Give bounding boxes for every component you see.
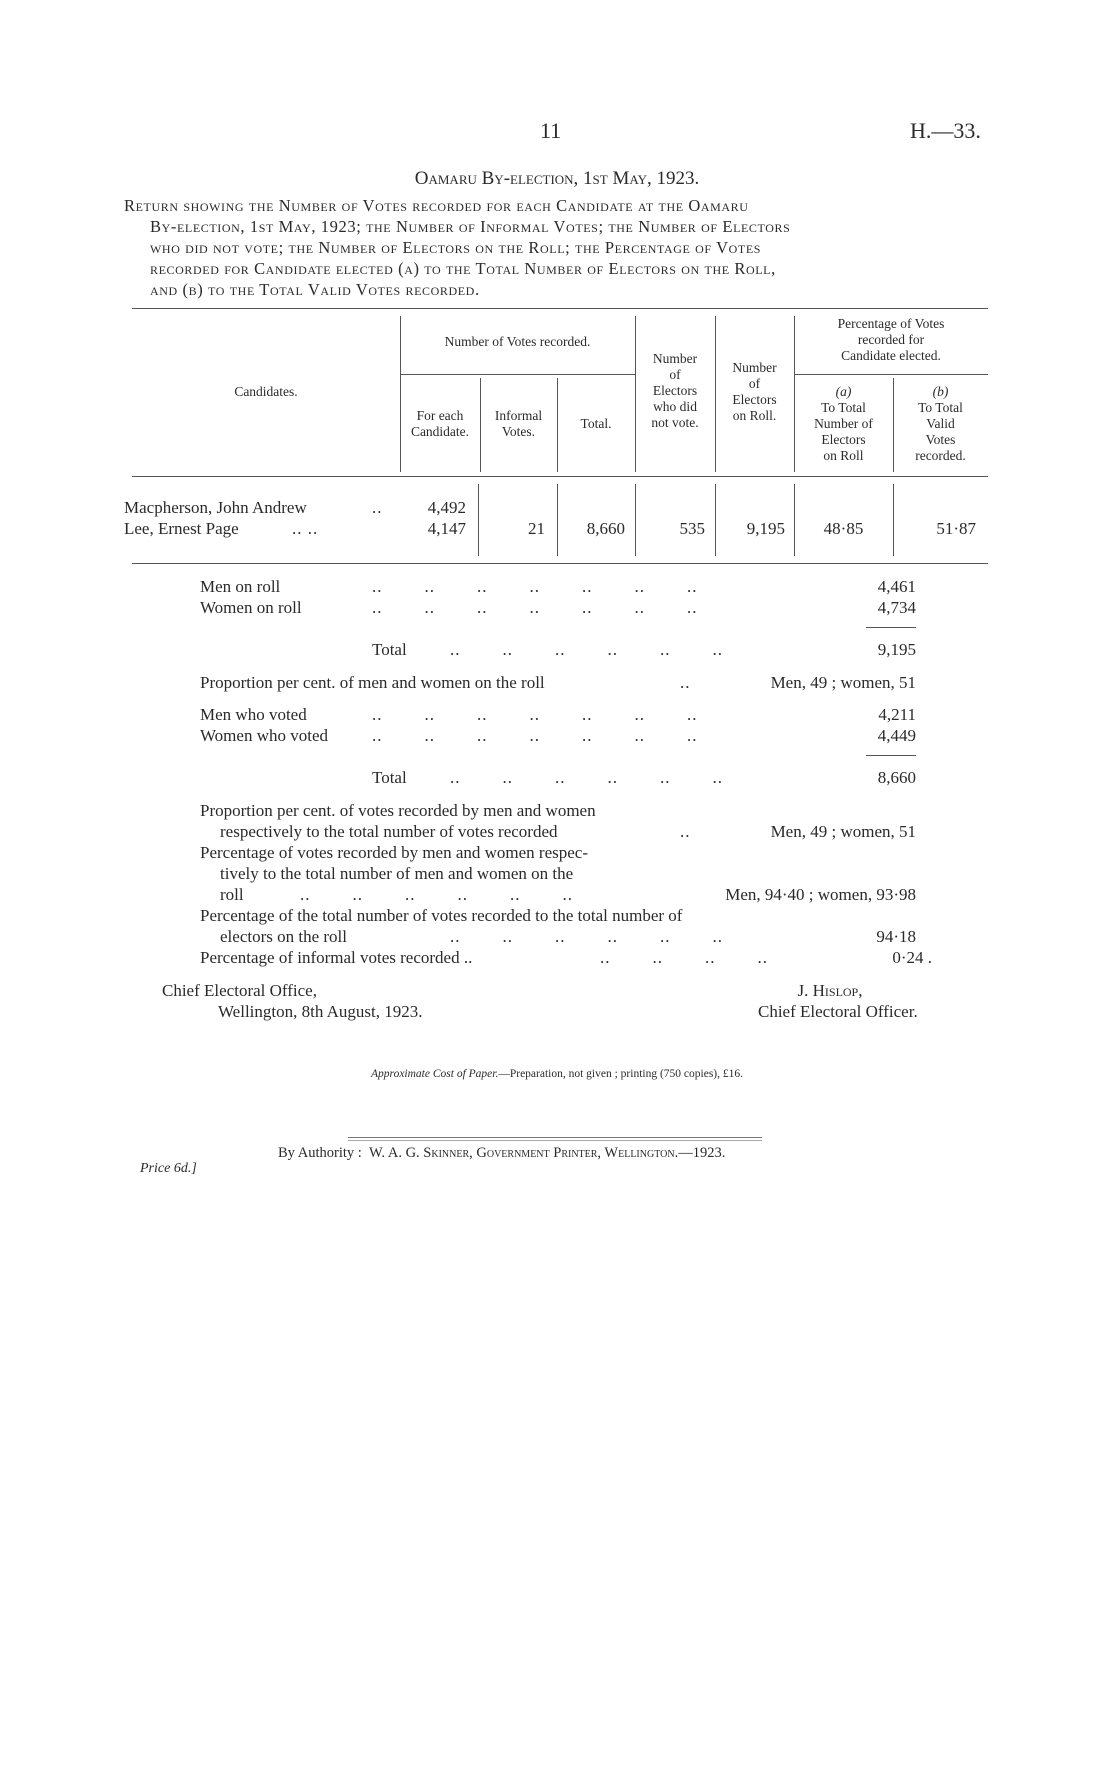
sum-rule [866, 755, 916, 756]
office-line-2: Wellington, 8th August, 1923. [218, 1002, 423, 1021]
header-pct-b-line: Votes [925, 432, 956, 447]
candidate-votes: 4,492 [427, 498, 466, 517]
women-voted-value: 4,449 [877, 726, 916, 745]
pct-informal-value: 0·24 . [892, 948, 932, 967]
leader-dots: .. .. .. .. .. .. [450, 927, 723, 946]
header-informal-line: Votes. [501, 424, 536, 439]
header-on-roll-line: Electors [732, 392, 777, 407]
header-pct-group-line: Candidate elected. [841, 348, 941, 363]
header-not-vote-line: of [669, 367, 681, 382]
informal-votes: 21 [528, 519, 545, 538]
header-pct-group [794, 316, 988, 364]
pct-informal-label: Percentage of informal votes recorded .. [200, 948, 473, 967]
pct-total-electors: 48·85 [823, 519, 864, 538]
header-pct-a [794, 384, 893, 464]
pct-votes-line3: roll [220, 885, 244, 904]
leader-dots: .. .. .. .. .. .. .. [372, 705, 698, 724]
leader-dots: .. .. .. .. .. .. [450, 768, 723, 787]
header-on-roll-line: on Roll. [732, 408, 777, 423]
signatory-title: Chief Electoral Officer. [758, 1002, 918, 1021]
header-pct-group-line: recorded for [857, 332, 925, 347]
leader-dots: .. [680, 673, 691, 692]
header-pct-b-line: (b) [932, 384, 949, 399]
header-pct-a-line: Electors [821, 432, 866, 447]
price-note: Price 6d.] [140, 1161, 197, 1176]
women-on-roll-value: 4,734 [877, 598, 916, 617]
table-header-rule [132, 476, 988, 477]
header-votes-group: Number of Votes recorded. [444, 334, 591, 349]
table-top-rule [132, 308, 988, 309]
leader-dots: .. .. .. .. .. .. .. [372, 598, 698, 617]
header-not-vote-line: Number [652, 351, 698, 366]
total-roll-value: 9,195 [877, 640, 916, 659]
candidate-name: Macpherson, John Andrew [124, 498, 307, 517]
header-pct-a-line: Number of [814, 416, 873, 431]
header-pct-b-line: Valid [926, 416, 955, 431]
header-informal-line: Informal [494, 408, 543, 423]
intro-line-1: Return showing the Number of Votes recorded for each Candidate at the Oamaru [124, 196, 749, 215]
total-voted-value: 8,660 [877, 768, 916, 787]
men-on-roll-value: 4,461 [877, 577, 916, 596]
signatory-name: J. Hislop, [797, 981, 863, 1000]
header-pct-group-line: Percentage of Votes [837, 316, 945, 331]
prop-roll-label: Proportion per cent. of men and women on the roll [200, 673, 545, 692]
col-divider [478, 484, 479, 556]
cost-note [0, 1068, 1114, 1080]
intro-line-4: recorded for Candidate elected (a) to the Total Number of Electors on the Roll, [150, 259, 776, 278]
candidate-name: Lee, Ernest Page [124, 519, 239, 538]
intro-line-2: By-election, 1st May, 1923; the Number of Informal Votes; the Number of Electors [150, 217, 791, 236]
table-bottom-rule [132, 563, 988, 564]
total-voted-label: Total [372, 768, 407, 787]
header-for-each-line: For each [416, 408, 464, 423]
header-pct-b-line: recorded. [915, 448, 966, 463]
sum-rule [866, 627, 916, 628]
header-not-vote-line: Electors [652, 383, 698, 398]
authority-line [278, 1145, 725, 1162]
leader-dots: .. .. .. .. [600, 948, 768, 967]
women-voted-label: Women who voted [200, 726, 328, 745]
pct-valid-votes: 51·87 [936, 519, 976, 538]
men-on-roll-label: Men on roll [200, 577, 281, 596]
header-for-each-line: Candidate. [410, 424, 470, 439]
prop-roll-value: Men, 49 ; women, 51 [770, 673, 916, 692]
header-pct-a-line: (a) [835, 384, 852, 399]
leader-dots: .. .. .. .. .. .. .. [372, 577, 698, 596]
men-voted-label: Men who voted [200, 705, 307, 724]
footer-rule [348, 1140, 762, 1141]
pct-total-value: 94·18 [876, 927, 916, 946]
leader-dots: .. .. .. .. .. .. [300, 885, 573, 904]
header-on-roll-line: of [748, 376, 761, 391]
intro-line-5: and (b) to the Total Valid Votes recorded. [150, 280, 480, 299]
header-total: Total. [580, 416, 612, 431]
pct-total-line1: Percentage of the total number of votes recorded to the total number of [200, 906, 683, 925]
pct-votes-value: Men, 94·40 ; women, 93·98 [725, 885, 916, 904]
cost-note-label: Approximate Cost of Paper. [371, 1068, 499, 1080]
prop-votes-line2: respectively to the total number of votes recorded [220, 822, 558, 841]
authority-text: W. A. G. Skinner, Government Printer, Wellington.—1923. [369, 1145, 726, 1161]
page-number: 11 [540, 118, 562, 143]
pct-group-rule [794, 374, 988, 375]
intro-line-3: who did not vote; the Number of Electors on the Roll; the Percentage of Votes [150, 238, 762, 257]
header-pct-b [893, 384, 988, 464]
total-votes: 8,660 [586, 519, 625, 538]
header-pct-a-line: To Total [821, 400, 866, 415]
leader-dots: .. [372, 498, 383, 517]
header-for-each [400, 408, 480, 440]
leader-dots: .. .. .. .. .. .. .. [372, 726, 698, 745]
pct-votes-line1: Percentage of votes recorded by men and women respec- [200, 843, 589, 862]
leader-dots: .. [680, 822, 691, 841]
candidate-votes: 4,147 [427, 519, 466, 538]
document-title: Oamaru By-election, 1st May, 1923. [414, 168, 700, 189]
prop-votes-value: Men, 49 ; women, 51 [770, 822, 916, 841]
footer-rule [348, 1137, 762, 1138]
pct-votes-line2: tively to the total number of men and women on the [220, 864, 574, 883]
total-roll-label: Total [372, 640, 407, 659]
header-not-vote [635, 351, 715, 431]
table-row [124, 498, 307, 518]
header-candidates: Candidates. [234, 384, 298, 399]
leader-dots: .. .. [292, 519, 319, 538]
authority-label: By Authority : [278, 1145, 362, 1161]
electors-not-voted: 535 [679, 519, 705, 538]
votes-group-rule [400, 374, 635, 375]
women-on-roll-label: Women on roll [200, 598, 302, 617]
prop-votes-line1: Proportion per cent. of votes recorded by men and women [200, 801, 596, 820]
pct-total-line2: electors on the roll [220, 927, 347, 946]
header-pct-b-line: To Total [918, 400, 963, 415]
header-on-roll-line: Number [732, 360, 777, 375]
table-row [124, 519, 239, 539]
men-voted-value: 4,211 [878, 705, 916, 724]
leader-dots: .. .. .. .. .. .. [450, 640, 723, 659]
header-pct-a-line: on Roll [823, 448, 864, 463]
electors-on-roll: 9,195 [746, 519, 785, 538]
header-not-vote-line: who did [653, 399, 697, 414]
office-line-1: Chief Electoral Office, [162, 981, 317, 1000]
header-on-roll [715, 360, 794, 424]
document-reference: H.—33. [910, 118, 981, 143]
cost-note-text: —Preparation, not given ; printing (750 copies), £16. [498, 1068, 743, 1080]
header-not-vote-line: not vote. [651, 415, 699, 430]
header-informal [480, 408, 557, 440]
